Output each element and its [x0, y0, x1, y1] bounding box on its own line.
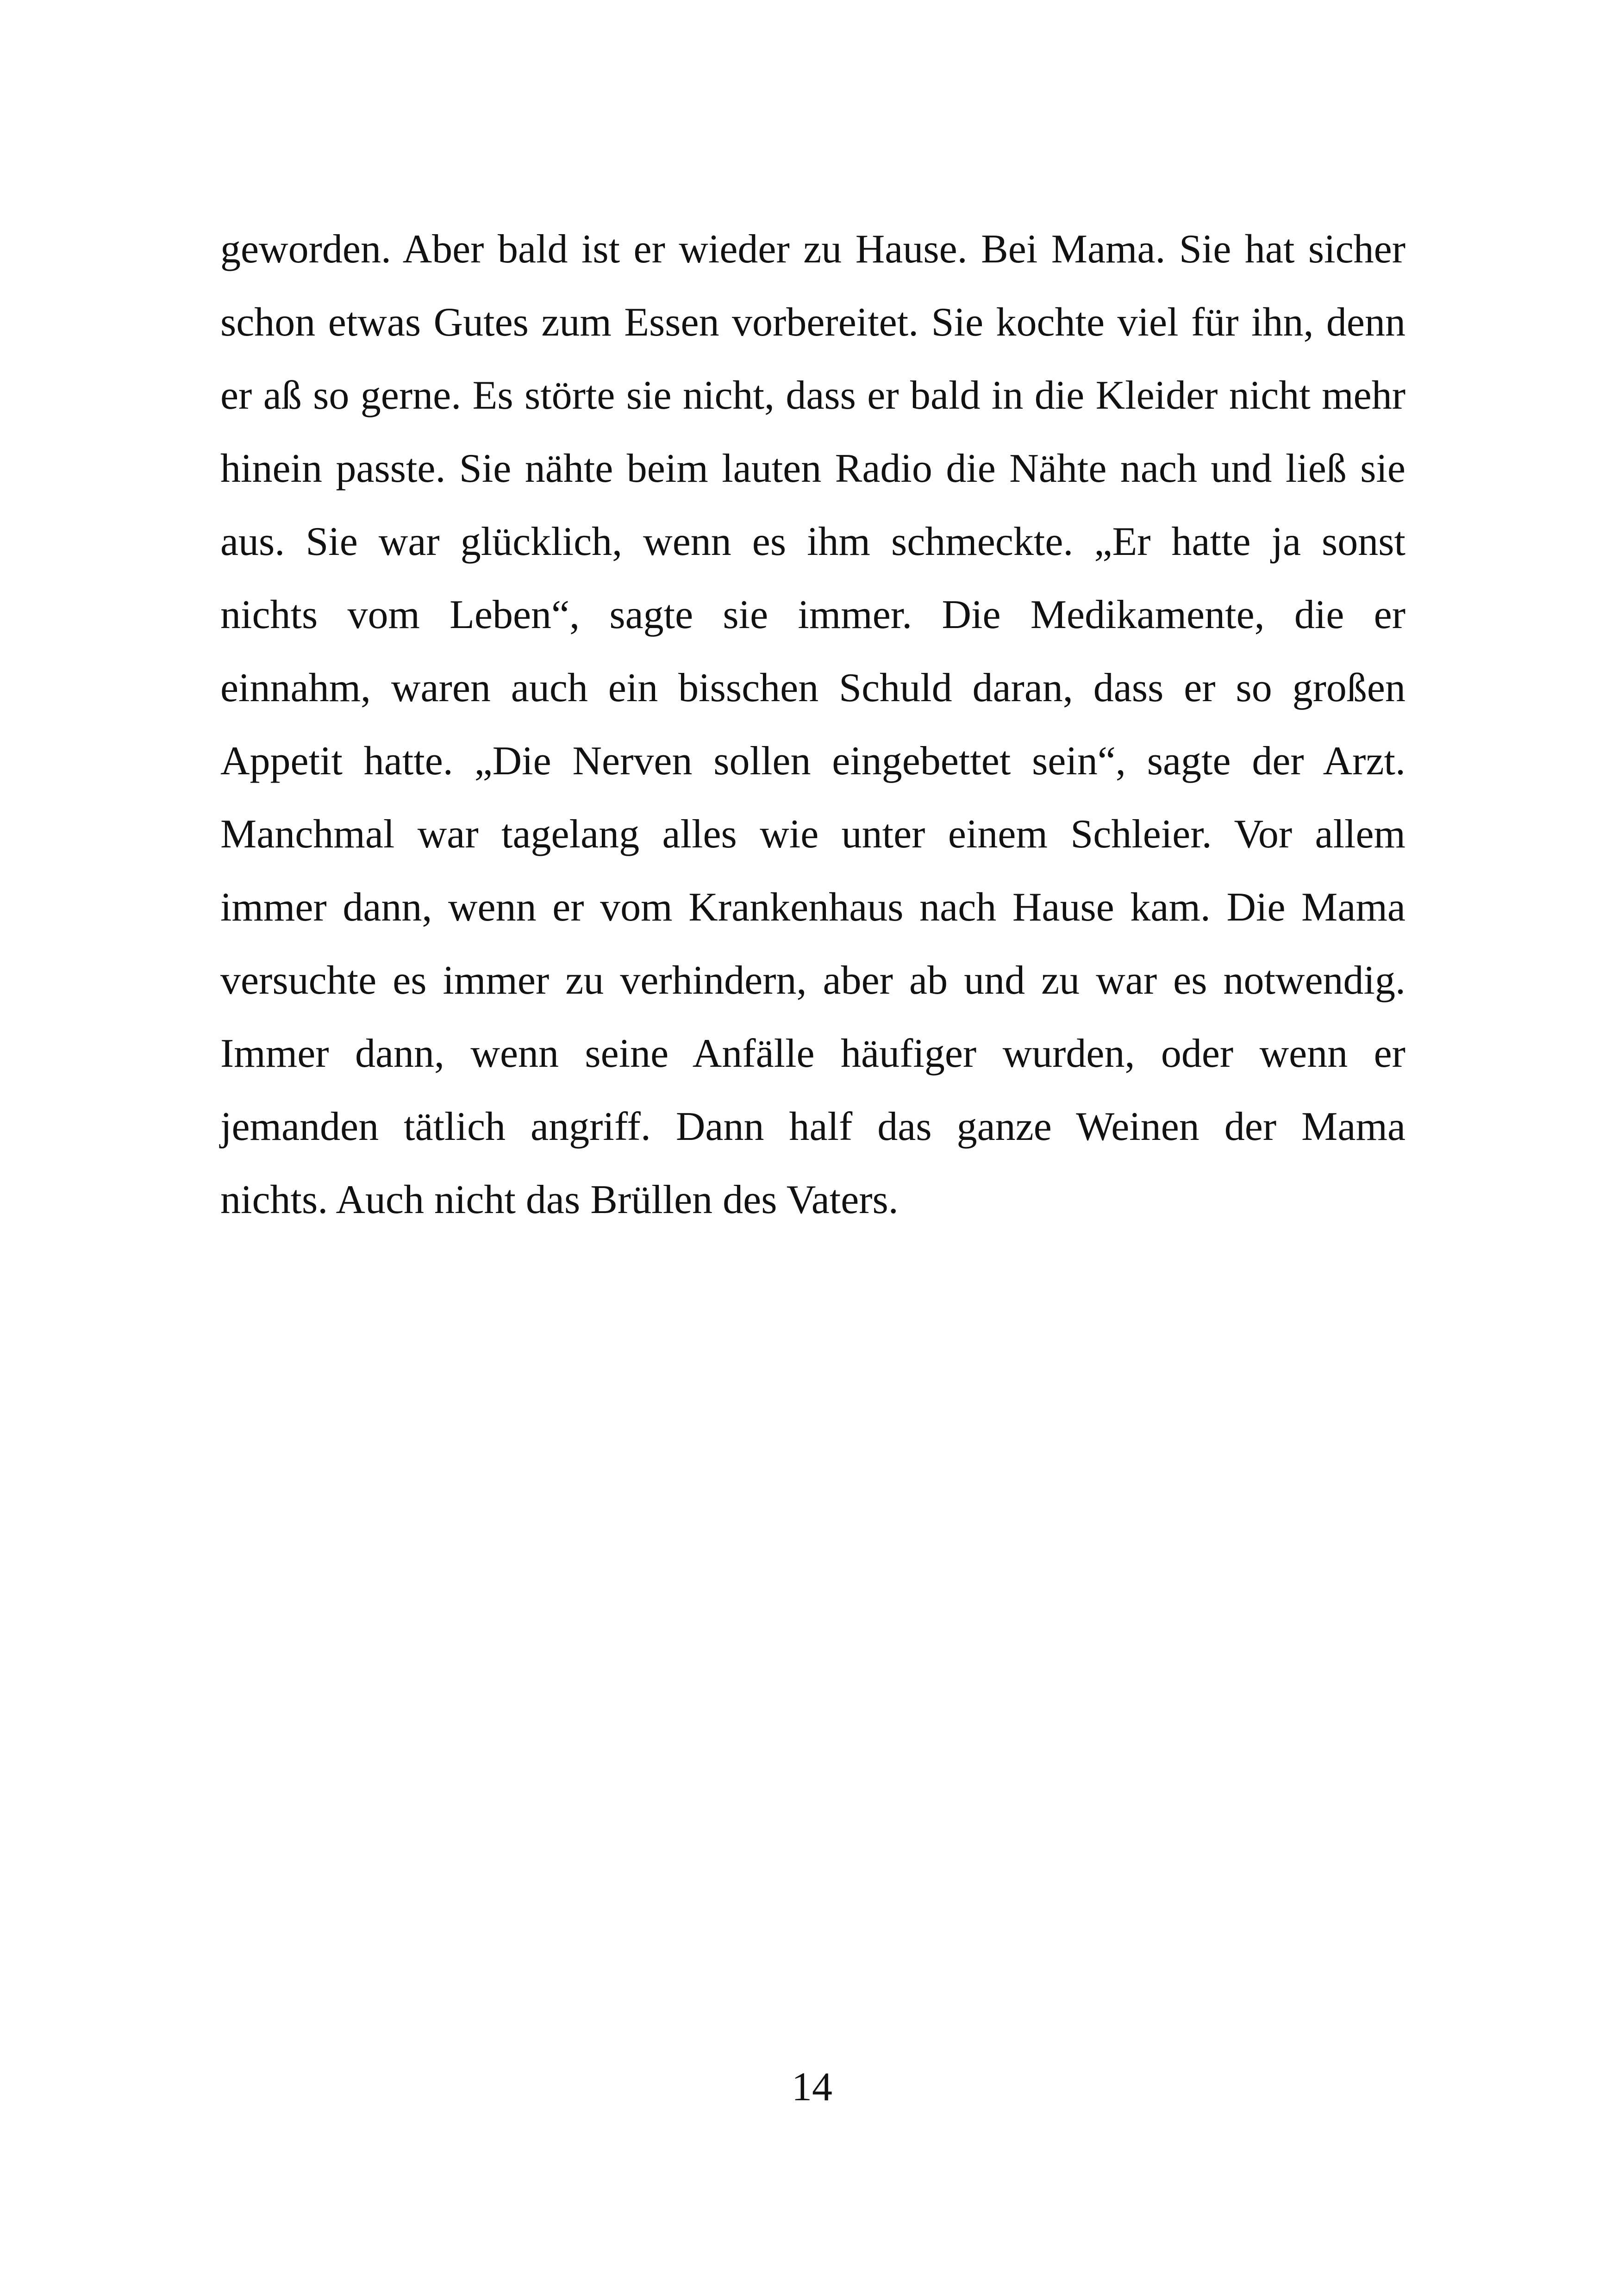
page-number: 14	[792, 2065, 832, 2109]
text-line: geworden. Aber bald ist er wieder zu Hause. Bei Mama. Sie hat sicher	[220, 227, 1405, 272]
text-line: nichts vom Leben“, sagte sie immer. Die Medikamente, die er	[220, 592, 1405, 637]
text-line: schon etwas Gutes zum Essen vorbereitet. Sie kochte viel für ihn, denn	[220, 300, 1405, 345]
body-paragraph	[220, 213, 1405, 1237]
text-line: immer dann, wenn er vom Krankenhaus nach Hause kam. Die Mama	[220, 885, 1405, 930]
text-line: versuchte es immer zu verhindern, aber ab und zu war es notwendig.	[220, 958, 1405, 1003]
text-line: Immer dann, wenn seine Anfälle häufiger wurden, oder wenn er	[220, 1031, 1405, 1076]
text-line: jemanden tätlich angriff. Dann half das ganze Weinen der Mama	[220, 1104, 1405, 1149]
text-line: hinein passte. Sie nähte beim lauten Radio die Nähte nach und ließ sie	[220, 446, 1405, 491]
text-line: einnahm, waren auch ein bisschen Schuld daran, dass er so großen	[220, 666, 1405, 710]
text-line: aus. Sie war glücklich, wenn es ihm schmeckte. „Er hatte ja sonst	[220, 519, 1405, 564]
text-line: Manchmal war tagelang alles wie unter einem Schleier. Vor allem	[220, 812, 1405, 857]
text-line: nichts. Auch nicht das Brüllen des Vaters.	[220, 1177, 899, 1222]
text-line: er aß so gerne. Es störte sie nicht, dass er bald in die Kleider nicht mehr	[220, 373, 1405, 418]
text-line: Appetit hatte. „Die Nerven sollen eingebettet sein“, sagte der Arzt.	[220, 739, 1405, 784]
